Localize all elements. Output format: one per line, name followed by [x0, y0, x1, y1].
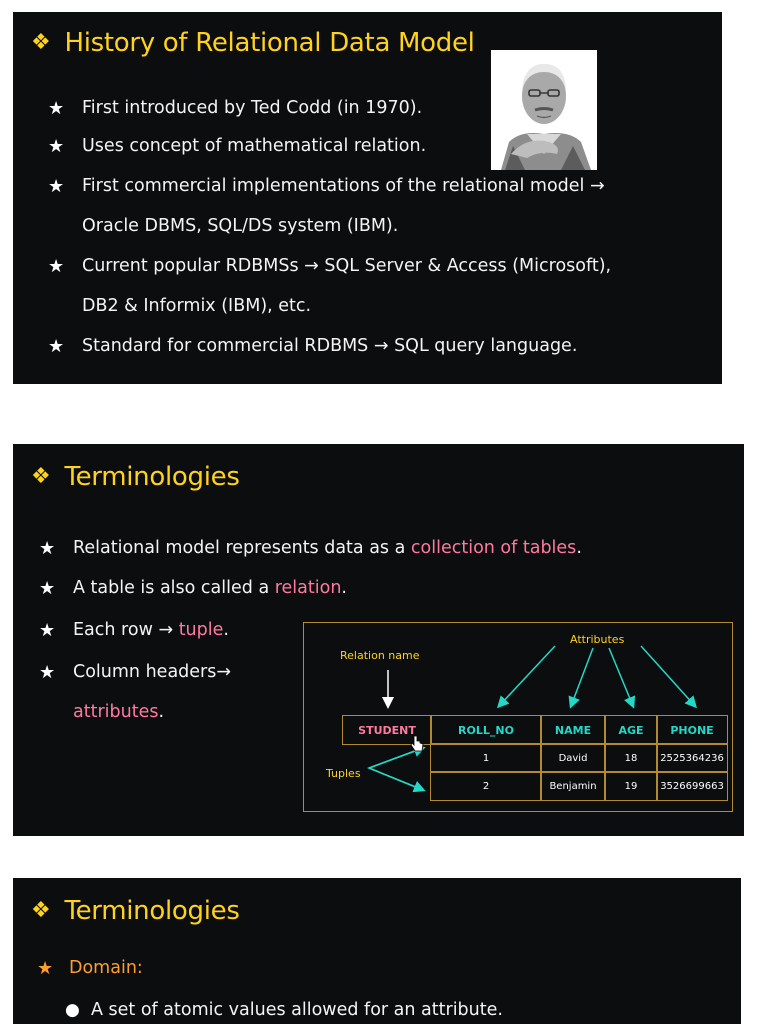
- bullet-text: A set of atomic values allowed for an attribute.: [91, 1000, 503, 1020]
- star-bullet-icon: ★: [48, 176, 65, 197]
- relation-diagram: [303, 622, 733, 812]
- bullet-text: First commercial implementations of the relational model →: [82, 176, 605, 196]
- bullet-text: A table is also called a: [73, 578, 275, 598]
- slide-title: [31, 462, 240, 492]
- dot-bullet-icon: ●: [65, 1000, 80, 1020]
- diamond-bullet-icon: ❖: [31, 898, 51, 923]
- bullet-item: [48, 176, 605, 197]
- star-bullet-icon: ★: [37, 958, 54, 979]
- bullet-item: [48, 136, 427, 157]
- column-header: PHONE: [656, 715, 728, 745]
- hand-cursor-icon: [410, 735, 424, 753]
- bullet-text: Relational model represents data as a: [73, 538, 411, 558]
- bullet-continuation: DB2 & Informix (IBM), etc.: [82, 296, 312, 316]
- bullet-text-end: .: [223, 620, 229, 640]
- bullet-item: [48, 336, 578, 357]
- table-cell: Benjamin: [540, 771, 606, 801]
- bullet-text-end: .: [158, 702, 165, 722]
- diamond-bullet-icon: ❖: [31, 464, 51, 489]
- table-cell: David: [540, 743, 606, 773]
- table-cell: 2525364236: [656, 743, 728, 773]
- bullet-item: [48, 98, 423, 119]
- star-bullet-icon: ★: [39, 578, 56, 599]
- table-cell: 3526699663: [656, 771, 728, 801]
- slide-title: [31, 28, 475, 58]
- highlight-text: tuple: [178, 620, 224, 640]
- bullet-text: Each row →: [73, 620, 179, 640]
- bullet-text: Current popular RDBMSs → SQL Server & Access (Microsoft),: [82, 256, 612, 276]
- attributes-label: Attributes: [570, 633, 625, 646]
- table-cell: 1: [430, 743, 542, 773]
- slide-terminologies-domain: [13, 878, 741, 1024]
- bullet-item: [39, 538, 582, 559]
- tuples-label: Tuples: [326, 767, 361, 780]
- star-bullet-icon: ★: [48, 336, 65, 357]
- bullet-text: Uses concept of mathematical relation.: [82, 136, 427, 156]
- bullet-item: [48, 256, 612, 277]
- diamond-bullet-icon: ❖: [31, 30, 51, 55]
- bullet-text: Standard for commercial RDBMS → SQL query language.: [82, 336, 578, 356]
- column-header: AGE: [604, 715, 658, 745]
- star-bullet-icon: ★: [48, 256, 65, 277]
- table-cell: 19: [604, 771, 658, 801]
- star-bullet-icon: ★: [48, 136, 65, 157]
- slide-title: [31, 896, 240, 926]
- relation-name-cell: STUDENT: [342, 715, 432, 745]
- bullet-item: [39, 578, 347, 599]
- bullet-continuation: Oracle DBMS, SQL/DS system (IBM).: [82, 216, 399, 236]
- table-cell: 2: [430, 771, 542, 801]
- relation-name-label: Relation name: [340, 649, 420, 662]
- bullet-item: [39, 620, 229, 641]
- highlight-text: collection of tables: [410, 538, 577, 558]
- column-header: ROLL_NO: [430, 715, 542, 745]
- bullet-text: Column headers→: [73, 662, 232, 682]
- slide-history: [13, 12, 722, 384]
- highlight-text: attributes: [73, 702, 159, 722]
- slide-terminologies: [13, 444, 744, 836]
- domain-subheading: [37, 958, 143, 979]
- highlight-text: relation: [274, 578, 342, 598]
- bullet-text: First introduced by Ted Codd (in 1970).: [82, 98, 423, 118]
- table-cell: 18: [604, 743, 658, 773]
- bullet-text-end: .: [341, 578, 347, 598]
- column-header: NAME: [540, 715, 606, 745]
- bullet-continuation: [73, 702, 164, 722]
- slide-title-text: Terminologies: [64, 896, 240, 926]
- ted-codd-photo: [491, 50, 597, 170]
- bullet-item: [39, 662, 232, 683]
- star-bullet-icon: ★: [39, 538, 56, 559]
- star-bullet-icon: ★: [48, 98, 65, 119]
- subheading-text: Domain:: [69, 958, 143, 978]
- slide-title-text: History of Relational Data Model: [64, 28, 475, 58]
- bullet-item: [65, 1000, 503, 1020]
- slide-title-text: Terminologies: [64, 462, 240, 492]
- bullet-text-end: .: [576, 538, 582, 558]
- star-bullet-icon: ★: [39, 662, 56, 683]
- star-bullet-icon: ★: [39, 620, 56, 641]
